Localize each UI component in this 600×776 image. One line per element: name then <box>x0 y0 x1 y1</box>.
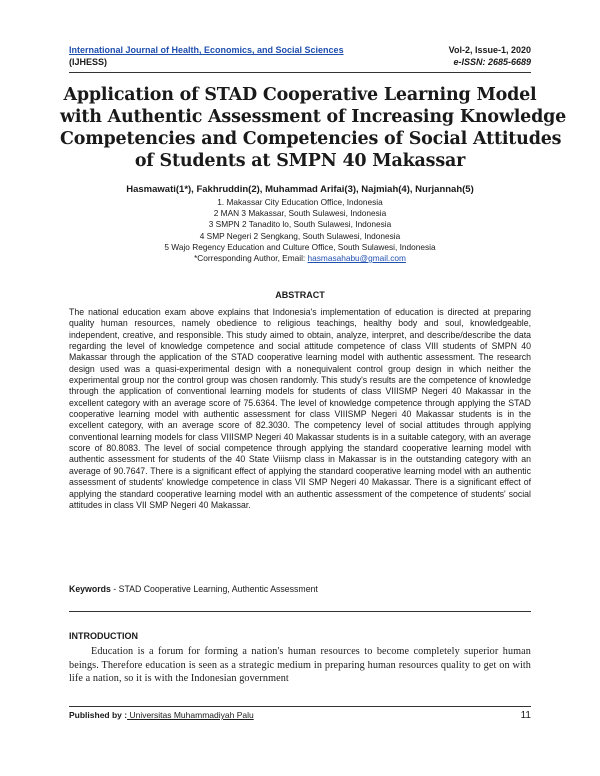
email-link[interactable]: hasmasahabu@gmail.com <box>307 253 406 264</box>
footer-divider <box>69 706 531 707</box>
keywords <box>69 584 531 594</box>
published-label: Published by : <box>69 710 128 720</box>
page-number: 11 <box>520 710 531 721</box>
title-line: of Students at SMPN 40 Makassar <box>134 151 466 171</box>
affiliation-line: 3 SMPN 2 Tanadito lo, South Sulawesi, Indonesia <box>208 219 392 230</box>
keywords-label: Keywords <box>69 584 111 594</box>
issn: e-ISSN: 2685-6689 <box>453 57 531 67</box>
volume-info: Vol-2, Issue-1, 2020 <box>448 45 531 55</box>
affiliation-line: 2 MAN 3 Makassar, South Sulawesi, Indonesia <box>213 208 387 219</box>
journal-abbrev: (IJHESS) <box>69 57 108 67</box>
introduction-heading: INTRODUCTION <box>69 631 138 641</box>
corresponding-author <box>60 253 540 264</box>
abstract-text: The national education exam above explains that Indonesia's implementation of education is directed at preparing quality human resources, namely obedience to religious teachings, healthy body and soul, knowledgeable, independent, creative, and responsible. This study aimed to obtain, analyze, interpret, and describe/describe the data regarding the level of knowledge competence and social attitude competence of class VIII students of SMPN 40 Makassar through the application of the STAD cooperative learning model with authentic assessment. The research design used was a quasi-experimental design with a nonequivalent control group design in which neither the experimental group nor the control group was chosen randomly. This study's results are the competence of knowledge through the application of conventional learning models for students of class VIIISMP Negeri 40 Makassar in the excellent category with an average score of 75.6364. The level of knowledge competence through applying the STAD cooperative learning model with authentic assessment for class VIIISMP Negeri 40 Makassar students is in the excellent category, with an average score of 82.3030. The competency level of social attitudes through applying conventional learning models for class VIIISMP Negeri 40 Makassar students is in a suitable category, with an average score of 80.8083. The level of social competence through applying the standard cooperative learning model with authentic assessment for students of the 40 State Viiismp class in Makassar is in the outstanding category with an average of 90.7647. There is a significant effect of applying the standard cooperative learning model with an authentic assessment of students' knowledge competence in class VII SMP Negeri 40 Makassar. There is a significant effect of applying the standard cooperative learning model with an authentic assessment of the competence of students' social attitudes in class VII SMP Negeri 40 Makassar. <box>69 307 531 510</box>
title-line: Application of STAD Cooperative Learning Model <box>63 85 537 105</box>
introduction-text: Education is a forum for forming a nation's human resources to become completely superior human beings. Therefore education is seen as a strategic medium in preparing human resources quality to get on with life a nation, so it is with the Indonesian government <box>69 646 531 685</box>
title-line: Competencies and Competencies of Social Attitudes <box>60 129 562 149</box>
publisher-info <box>69 710 254 721</box>
affiliation-line: 4 SMP Negeri 2 Sengkang, South Sulawesi, Indonesia <box>199 230 401 241</box>
affiliation-line: 5 Wajo Regency Education and Culture Office, South Sulawesi, Indonesia <box>164 241 436 252</box>
journal-header <box>69 44 531 68</box>
affiliation-line: 1. Makassar City Education Office, Indonesia <box>217 197 383 207</box>
keywords-text: - STAD Cooperative Learning, Authentic Assessment <box>110 584 318 594</box>
journal-link[interactable]: International Journal of Health, Economics, and Social Sciences <box>69 45 344 55</box>
author-list: Hasmawati(1*), Fakhruddin(2), Muhammad Arifai(3), Najmiah(4), Nurjannah(5) <box>126 184 474 195</box>
publisher-link[interactable]: Universitas Muhammadiyah Palu <box>127 710 254 720</box>
affiliations <box>60 197 540 264</box>
abstract-heading: ABSTRACT <box>275 290 325 300</box>
page-footer <box>69 710 531 721</box>
corresponding-label: *Corresponding Author, Email: <box>194 253 308 264</box>
paper-title <box>60 84 567 172</box>
title-line: with Authentic Assessment of Increasing Knowledge <box>60 107 567 127</box>
header-divider <box>69 72 531 73</box>
keywords-divider <box>69 611 531 612</box>
